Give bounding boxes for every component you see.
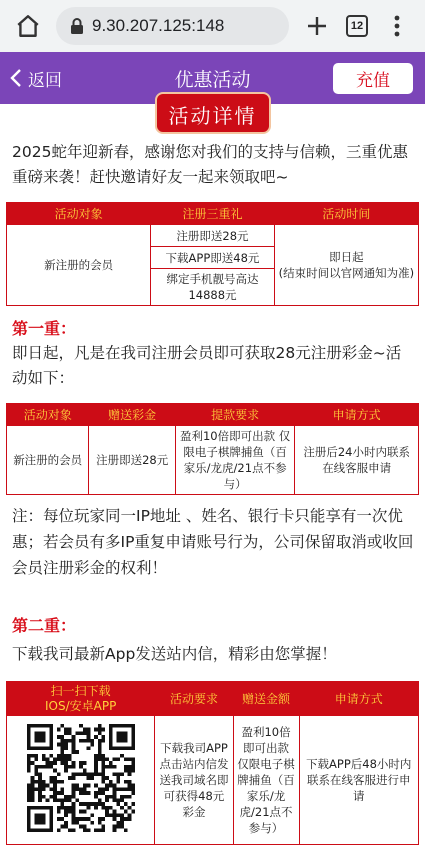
promo-content <box>0 104 425 845</box>
intro-text: 2025蛇年迎新春，感谢您对我们的支持与信赖，三重优惠重磅来袭！赶快邀请好友一起来领取吧~ <box>12 143 408 186</box>
section1-cell-withdraw: 盈利10倍即可出款 仅限电子棋牌捕鱼（百家乐/龙虎/21点不参与） <box>175 426 294 495</box>
section2-cell-apply: 下载APP后48小时内联系在线客服进行申请 <box>299 716 419 845</box>
table1-header-target: 活动对象 <box>7 203 151 225</box>
more-menu-icon[interactable] <box>377 6 417 46</box>
page-title: 优惠活动 <box>174 68 251 91</box>
section2-header-requirement: 活动要求 <box>155 682 233 716</box>
url-text: 9.30.207.125:148 <box>92 16 225 35</box>
note-text: 注：每位玩家同一IP地址 、姓名、银行卡只能享有一次优惠；若会员有多IP重复申请账号行为，公司保留取消或收回会员注册彩金的权利！ <box>12 507 414 577</box>
section2-cell-amount: 盈利10倍即可出款 仅限电子棋牌捕鱼（百家乐/龙虎/21点不参与） <box>233 716 299 845</box>
section2-header-scan <box>7 682 155 716</box>
new-tab-icon[interactable] <box>297 6 337 46</box>
chevron-left-icon <box>10 68 22 88</box>
table1-time <box>274 225 418 306</box>
section1-header-withdraw: 提款要求 <box>175 404 294 426</box>
section2-qr-cell <box>7 716 155 845</box>
section2-header-scan-line2: IOS/安卓APP <box>45 698 117 713</box>
table1-time-line1: 即日起 <box>329 250 364 264</box>
section2-desc: 下载我司最新App发送站内信，精彩由您掌握！ <box>12 645 337 663</box>
back-button[interactable] <box>0 52 62 104</box>
table1-target: 新注册的会员 <box>7 225 151 306</box>
address-bar[interactable] <box>56 7 289 45</box>
section2-header-apply: 申请方式 <box>299 682 419 716</box>
tab-switcher-button[interactable] <box>337 6 377 46</box>
section1-title: 第一重： <box>12 319 77 338</box>
section2-header-scan-line1: 扫一扫下载 <box>50 683 111 698</box>
section1-header-bonus: 赠送彩金 <box>89 404 176 426</box>
qr-code-image[interactable] <box>27 724 135 832</box>
activity-detail-banner: 活动详情 <box>155 92 271 134</box>
lock-icon <box>66 15 88 37</box>
recharge-button[interactable]: 充值 <box>333 63 413 94</box>
section2-table <box>6 681 419 845</box>
section1-cell-apply: 注册后24小时内联系在线客服申请 <box>295 426 419 495</box>
section2-title: 第二重： <box>12 616 77 635</box>
section1-cell-target: 新注册的会员 <box>7 426 89 495</box>
section1-desc: 即日起，凡是在我司注册会员即可获取28元注册彩金~活动如下： <box>12 344 402 387</box>
home-icon[interactable] <box>8 6 48 46</box>
section1-table <box>6 403 419 495</box>
back-label: 返回 <box>28 70 62 91</box>
section1-header-apply: 申请方式 <box>295 404 419 426</box>
section1-cell-bonus: 注册即送28元 <box>89 426 176 495</box>
tab-count: 12 <box>346 15 368 37</box>
table1-gift-register: 注册即送28元 <box>151 225 275 247</box>
section2-cell-requirement: 下载我司APP点击站内信发送我司域名即可获得48元彩金 <box>155 716 233 845</box>
table1-gift-download: 下载APP即送48元 <box>151 247 275 269</box>
table1-gift-phone: 绑定手机靓号高达14888元 <box>151 269 275 306</box>
section1-header-target: 活动对象 <box>7 404 89 426</box>
table1-header-time: 活动时间 <box>274 203 418 225</box>
registration-gift-table <box>6 202 419 306</box>
section2-header-amount: 赠送金额 <box>233 682 299 716</box>
banner-wrap <box>6 104 419 132</box>
table1-header-gifts: 注册三重礼 <box>151 203 275 225</box>
table1-time-line2: (结束时间以官网通知为准) <box>278 266 415 280</box>
browser-toolbar <box>0 0 425 52</box>
